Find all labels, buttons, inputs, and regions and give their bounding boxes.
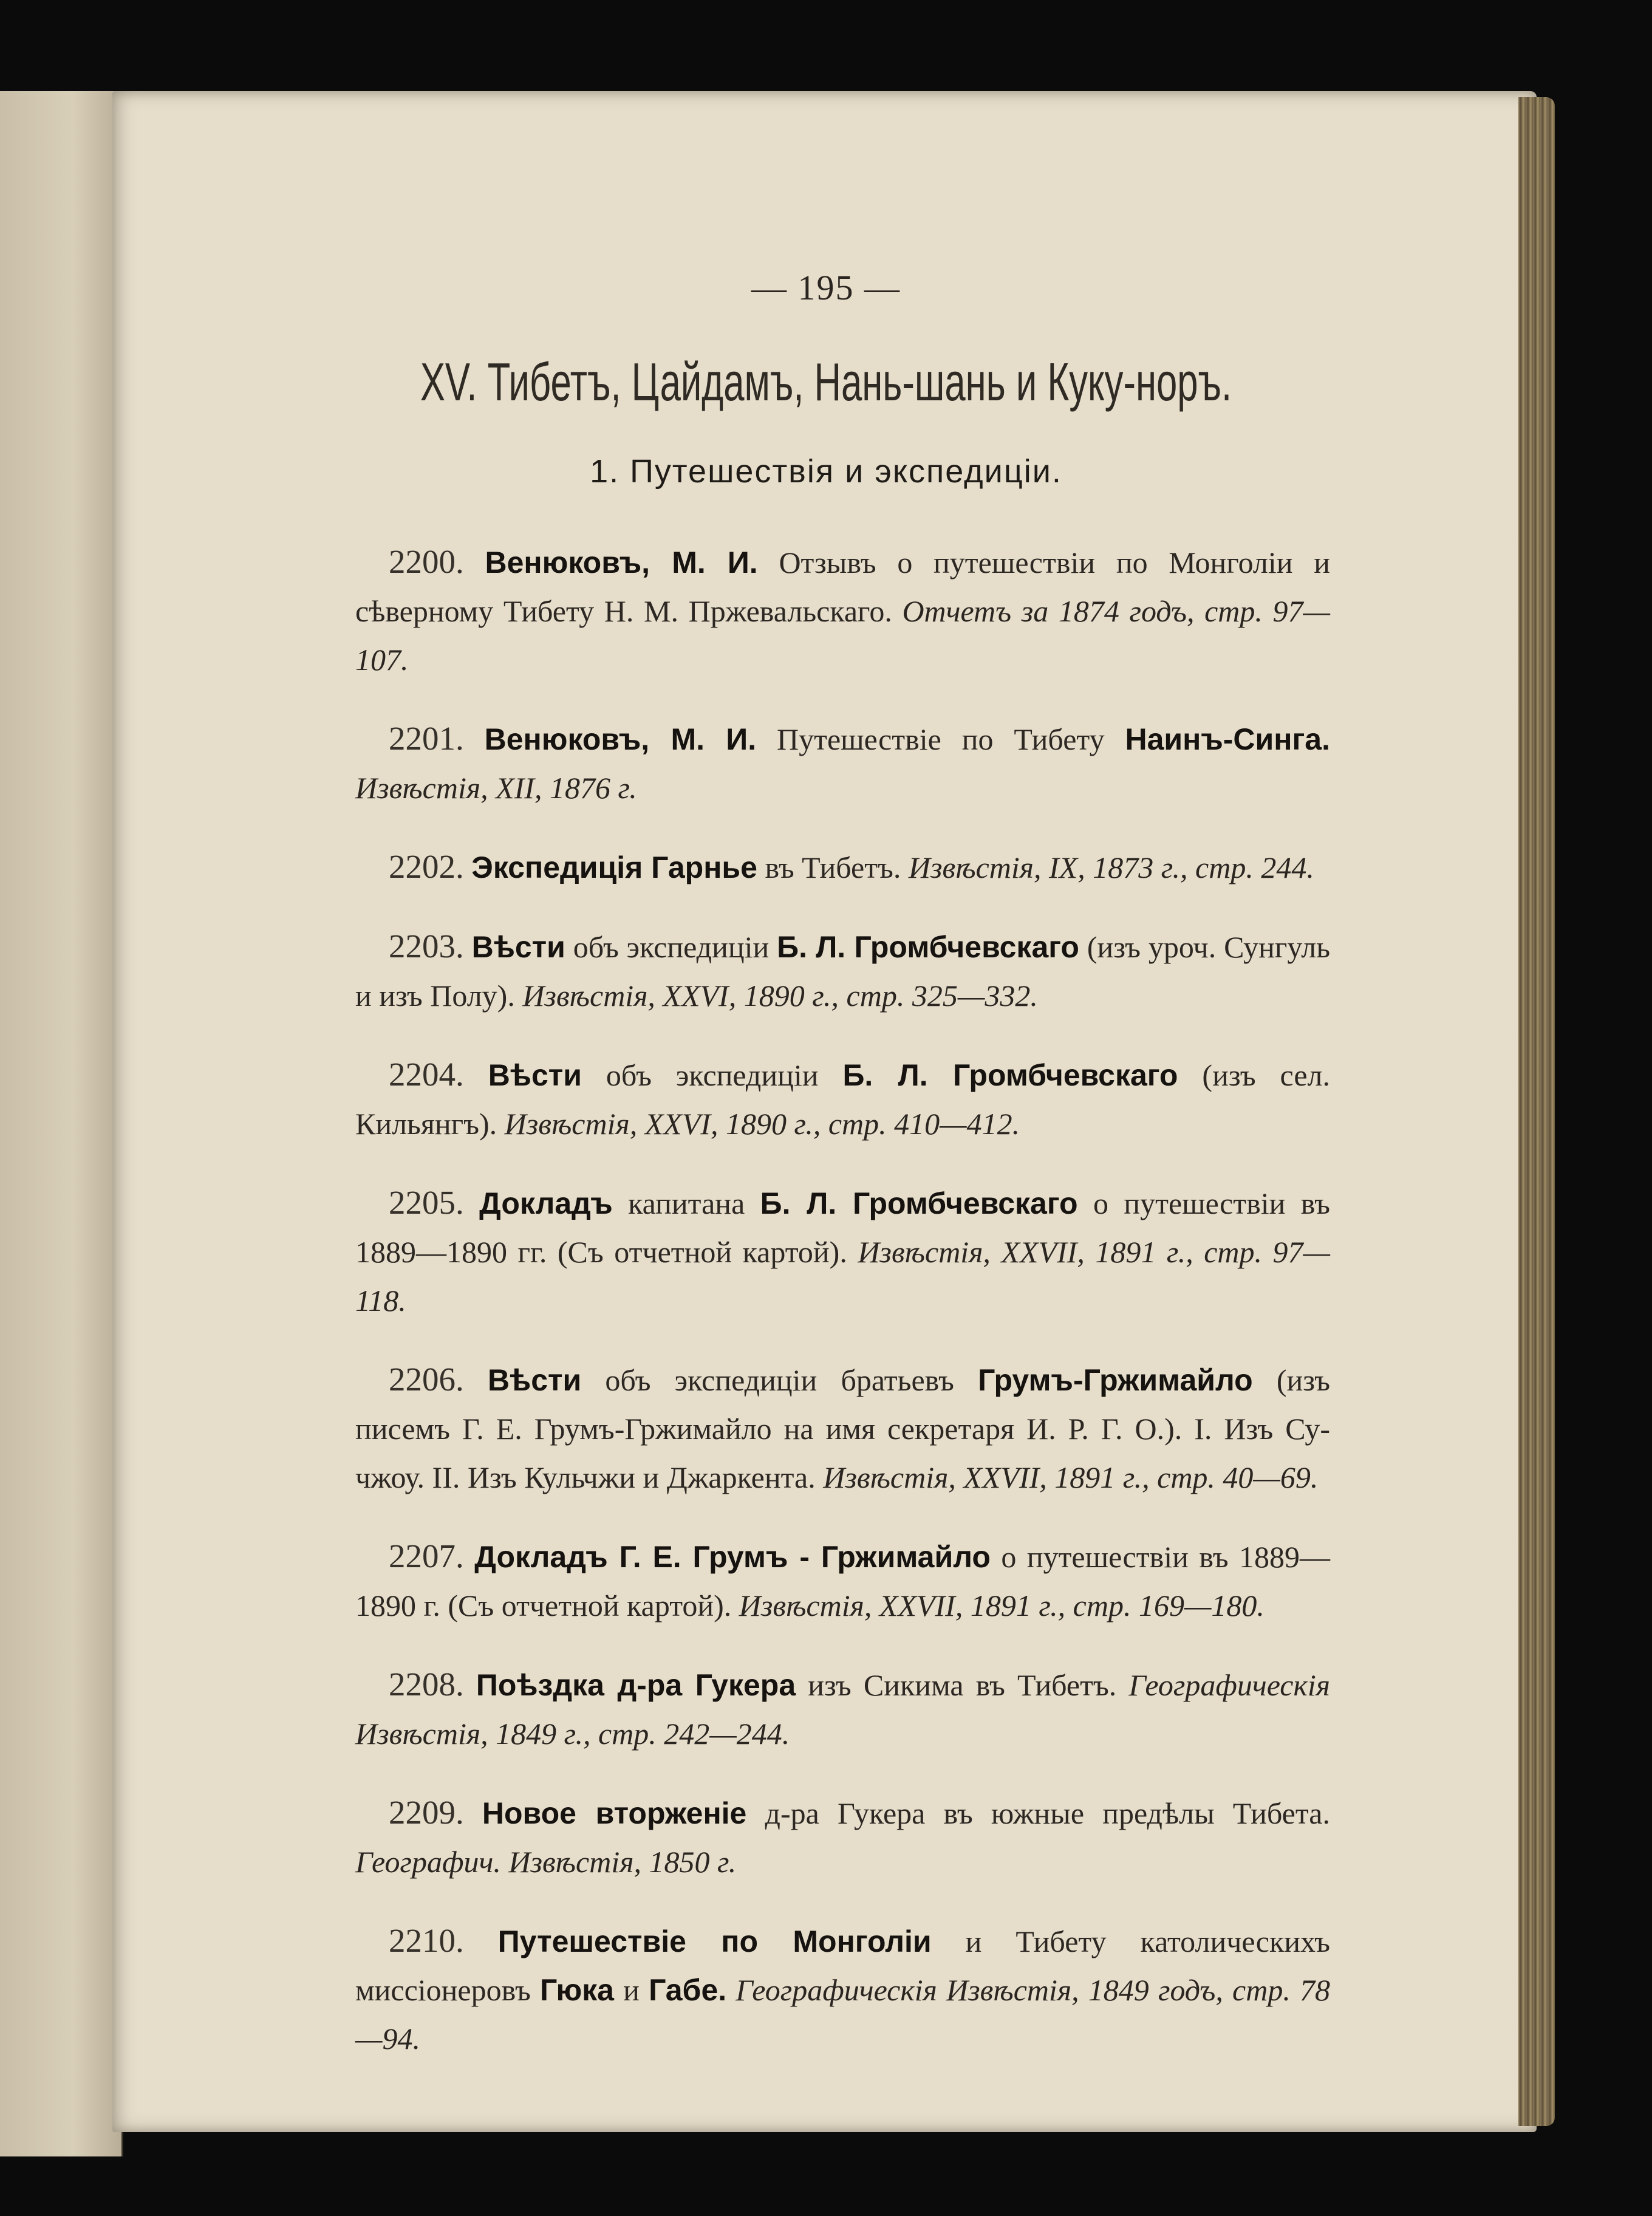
- bibliography-entry-2210: [355, 1917, 1330, 2063]
- entry-title: Вѣсти: [488, 1058, 582, 1092]
- entry-text: объ экспедиціи: [581, 1058, 843, 1092]
- bibliography-entry-2204: [355, 1050, 1330, 1148]
- bibliography-entry-2203: [355, 922, 1330, 1020]
- entry-text: (изъ уроч. Сунгуль и изъ Полу).: [355, 930, 1330, 1013]
- page-number: — 195 —: [751, 268, 901, 307]
- entry-text: Отзывъ о путешествіи по Монголіи и сѣверному Тибету Н. М. Пржевальскаго.: [355, 545, 1331, 628]
- entry-text: д-ра Гукера въ южные предѣлы Тибета.: [746, 1796, 1330, 1830]
- previous-page-edge: [0, 91, 123, 2156]
- entry-text: о путешествіи въ 1889—1890 г. (Съ отчетной картой).: [355, 1540, 1331, 1623]
- entry-source: Географич. Извѣстія, 1850 г.: [355, 1845, 737, 1879]
- entry-subject: Грумъ-Гржимайло: [978, 1363, 1253, 1397]
- entry-title: Докладъ Г. Е. Грумъ - Гржимайло: [474, 1540, 991, 1574]
- entry-number: 2207.: [389, 1537, 464, 1575]
- entry-subject: Гюка: [540, 1973, 614, 2007]
- entry-title: Экспедиція Гарнье: [471, 850, 757, 884]
- entry-number: 2205.: [389, 1184, 464, 1221]
- bibliography-list: [355, 507, 1330, 2063]
- entry-number: 2202.: [389, 848, 464, 885]
- bibliography-entry-2202: [355, 843, 1330, 892]
- entry-source: Отчетъ за 1874 годъ, стр. 97—107.: [355, 594, 1330, 677]
- entry-source: Географическія Извѣстія, 1849 г., стр. 242—244.: [355, 1668, 1330, 1751]
- bibliography-entry-2208: [355, 1660, 1330, 1758]
- entry-text: капитана: [612, 1186, 760, 1220]
- chapter-title: XV. Тибетъ, Цайдамъ, Нань-шань и Куку-норъ.: [420, 352, 1232, 412]
- entry-subject: Наинъ-Синга.: [1125, 722, 1330, 756]
- entry-title: Поѣздка д-ра Гукера: [476, 1668, 796, 1702]
- entry-title: Вѣсти: [471, 930, 565, 964]
- entry-number: 2201.: [389, 720, 464, 757]
- entry-source: Извѣстія, XXVII, 1891 г., стр. 40—69.: [823, 1460, 1319, 1494]
- entry-source: Извѣстія, XII, 1876 г.: [355, 771, 637, 805]
- entry-subject: Б. Л. Громбчевскаго: [760, 1186, 1078, 1220]
- bibliography-entry-2209: [355, 1788, 1330, 1886]
- entry-text: и Тибету католическихъ миссіонеровъ: [355, 1924, 1330, 2007]
- entry-text: объ экспедиціи братьевъ: [581, 1363, 978, 1397]
- entry-number: 2204.: [389, 1056, 464, 1093]
- entry-subject: Б. Л. Громбчевскаго: [842, 1058, 1178, 1092]
- bibliography-entry-2200: [355, 538, 1330, 684]
- entry-title: Новое вторженіе: [482, 1796, 747, 1830]
- entry-title: Вѣсти: [487, 1363, 582, 1397]
- entry-title: Докладъ: [479, 1186, 613, 1220]
- entry-number: 2206.: [389, 1361, 464, 1398]
- entry-text: объ экспедиціи: [565, 930, 777, 964]
- entry-text: (изъ писемъ Г. Е. Грумъ-Гржимайло на имя секретаря И. Р. Г. О.). I. Изъ Су-чжоу. II. Изъ Кульчжи и Джаркента.: [355, 1363, 1331, 1494]
- bibliography-entry-2207: [355, 1532, 1330, 1630]
- section-title: 1. Путешествія и экспедиціи.: [590, 453, 1062, 490]
- entry-text: и: [613, 1973, 649, 2007]
- entry-number: 2200.: [389, 543, 464, 580]
- entry-number: 2208.: [389, 1666, 464, 1703]
- entry-text: Путешествіе по Тибету: [756, 722, 1125, 756]
- bibliography-entry-2201: [355, 714, 1330, 812]
- entry-source: Географическія Извѣстія, 1849 годъ, стр. 78—94.: [355, 1973, 1330, 2056]
- entry-text: о путешествіи въ 1889—1890 гг. (Съ отчетной картой).: [355, 1186, 1330, 1269]
- entry-text: изъ Сикима въ Тибетъ.: [796, 1668, 1129, 1702]
- entry-source: Извѣстія, IX, 1873 г., стр. 244.: [908, 850, 1314, 884]
- entry-subject: Габе.: [649, 1973, 727, 2007]
- entry-text: въ Тибетъ.: [757, 850, 909, 884]
- entry-number: 2210.: [389, 1922, 464, 1959]
- entry-number: 2203.: [389, 928, 464, 965]
- entry-source: Извѣстія, XXVI, 1890 г., стр. 410—412.: [504, 1107, 1020, 1141]
- entry-author: Венюковъ, М. И.: [485, 545, 758, 580]
- entry-source: Извѣстія, XXVI, 1890 г., стр. 325—332.: [522, 979, 1038, 1013]
- entry-title: Путешествіе по Монголіи: [497, 1924, 932, 1958]
- entry-text: [726, 1973, 736, 2007]
- entry-source: Извѣстія, XXVII, 1891 г., стр. 97—118.: [355, 1235, 1330, 1318]
- entry-text: (изъ сел. Кильянгъ).: [355, 1058, 1330, 1141]
- bibliography-entry-2205: [355, 1178, 1330, 1325]
- entry-source: Извѣстія, XXVII, 1891 г., стр. 169—180.: [739, 1588, 1265, 1623]
- bibliography-entry-2206: [355, 1355, 1330, 1502]
- entry-subject: Б. Л. Громбчевскаго: [777, 930, 1079, 964]
- entry-author: Венюковъ, М. И.: [484, 722, 757, 756]
- page-stack-edge: [1518, 97, 1555, 2126]
- entry-number: 2209.: [389, 1794, 464, 1831]
